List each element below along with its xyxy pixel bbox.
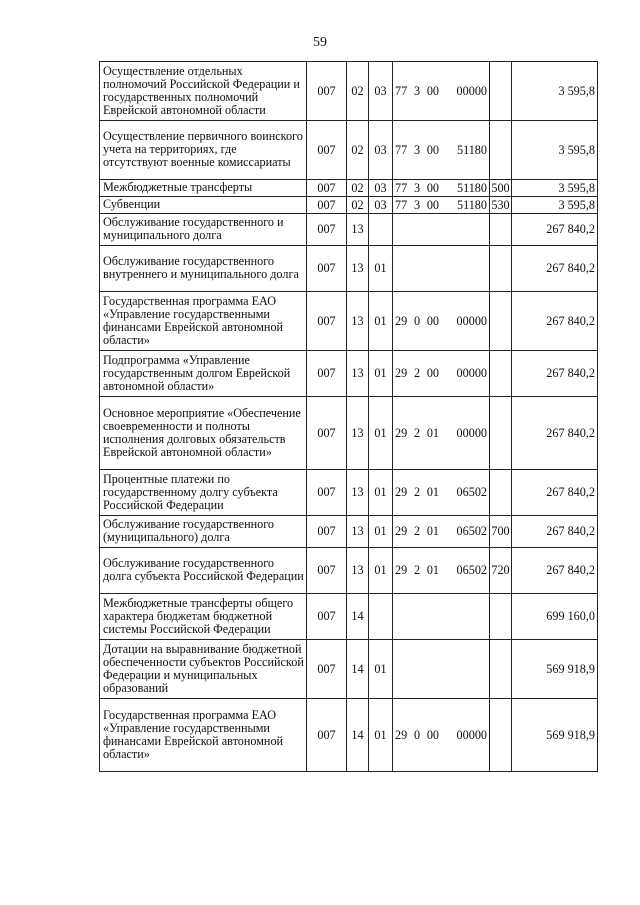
- section-code-cell: 13: [347, 292, 369, 351]
- target-article-cell: [393, 516, 490, 548]
- admin-code-cell: 007: [307, 62, 347, 121]
- amount-cell: 267 840,2: [512, 214, 598, 246]
- amount-cell: 267 840,2: [512, 246, 598, 292]
- subsection-code-cell: 03: [369, 62, 393, 121]
- target-article-direction: 06502: [456, 563, 487, 577]
- page-number: 59: [313, 35, 327, 50]
- admin-code-cell: 007: [307, 246, 347, 292]
- section-code-cell: 02: [347, 62, 369, 121]
- admin-code-cell: 007: [307, 470, 347, 516]
- target-article-direction: 00000: [456, 366, 487, 380]
- target-article-cell: [393, 180, 490, 197]
- target-article-direction: 06502: [456, 485, 487, 499]
- amount-cell: 267 840,2: [512, 470, 598, 516]
- target-article-cell: [393, 246, 490, 292]
- target-article-part: 29: [395, 563, 408, 577]
- target-article-part: 29: [395, 366, 408, 380]
- target-article-cell: [393, 214, 490, 246]
- target-article-part: 00: [426, 83, 439, 98]
- amount-cell: 569 918,9: [512, 640, 598, 699]
- target-article-direction: 00000: [456, 83, 487, 98]
- subsection-code-cell: 01: [369, 292, 393, 351]
- target-article-direction: 51180: [456, 180, 487, 195]
- expense-type-cell: [490, 62, 512, 121]
- admin-code-cell: 007: [307, 594, 347, 640]
- section-code-cell: 02: [347, 180, 369, 197]
- target-article-cell: [393, 699, 490, 772]
- target-article-part: 00: [426, 366, 439, 380]
- target-article-part: 00: [426, 313, 439, 328]
- table-row: [100, 214, 598, 246]
- table-row: [100, 62, 598, 121]
- expense-type-cell: [490, 246, 512, 292]
- target-article-part: 2: [413, 563, 421, 577]
- target-article-part: 01: [426, 485, 439, 499]
- target-article-part: 3: [413, 142, 421, 157]
- table-row: [100, 351, 598, 397]
- row-name-cell: Субвенции: [100, 197, 307, 214]
- table-row: [100, 548, 598, 594]
- amount-cell: 267 840,2: [512, 351, 598, 397]
- amount-cell: 3 595,8: [512, 121, 598, 180]
- target-article-direction: 00000: [456, 425, 487, 440]
- table-row: [100, 121, 598, 180]
- expense-type-cell: [490, 470, 512, 516]
- subsection-code-cell: 01: [369, 397, 393, 470]
- admin-code-cell: 007: [307, 640, 347, 699]
- target-article-part: 2: [413, 485, 421, 499]
- subsection-code-cell: 03: [369, 180, 393, 197]
- table-row: [100, 292, 598, 351]
- admin-code-cell: 007: [307, 699, 347, 772]
- row-name-cell: Межбюджетные трансферты: [100, 180, 307, 197]
- expense-type-cell: 720: [490, 548, 512, 594]
- row-name-cell: Процентные платежи по государственному долгу субъекта Российской Федерации: [100, 470, 307, 516]
- table-row: [100, 397, 598, 470]
- subsection-code-cell: 01: [369, 351, 393, 397]
- target-article-part: 01: [426, 524, 439, 538]
- expense-type-cell: 500: [491, 180, 510, 195]
- amount-cell: 3 595,8: [512, 197, 598, 214]
- target-article-part: 01: [426, 563, 439, 577]
- target-article-part: 77: [395, 197, 408, 212]
- subsection-code-cell: 01: [369, 640, 393, 699]
- expense-type-cell: [490, 397, 512, 470]
- expense-type-cell: [490, 292, 512, 351]
- subsection-code-cell: [369, 214, 393, 246]
- target-article-part: 29: [395, 313, 408, 328]
- subsection-code-cell: 03: [369, 197, 393, 214]
- expense-type-cell: [490, 699, 512, 772]
- target-article-cell: [393, 197, 490, 214]
- amount-cell: 3 595,8: [512, 180, 598, 197]
- target-article-part: 29: [395, 727, 408, 742]
- section-code-cell: 02: [347, 197, 369, 214]
- section-code-cell: 13: [347, 246, 369, 292]
- target-article-direction: 00000: [456, 313, 487, 328]
- admin-code-cell: 007: [307, 397, 347, 470]
- target-article-cell: [393, 292, 490, 351]
- target-article-cell: [393, 351, 490, 397]
- target-article-part: 3: [413, 83, 421, 98]
- row-name-cell: Межбюджетные трансферты общего характера бюджетам бюджетной системы Российской Федерации: [100, 594, 307, 640]
- target-article-part: 29: [395, 524, 408, 538]
- table-row: [100, 197, 598, 214]
- row-name-cell: Государственная программа ЕАО «Управление государственными финансами Еврейской автономной области»: [100, 699, 307, 772]
- subsection-code-cell: 01: [369, 516, 393, 548]
- admin-code-cell: 007: [307, 197, 347, 214]
- target-article-part: 0: [413, 313, 421, 328]
- budget-table: [99, 61, 598, 772]
- target-article-part: 2: [413, 425, 421, 440]
- target-article-direction: 51180: [456, 197, 487, 212]
- target-article-direction: 51180: [456, 142, 487, 157]
- admin-code-cell: 007: [307, 121, 347, 180]
- section-code-cell: 13: [347, 548, 369, 594]
- amount-cell: 267 840,2: [512, 292, 598, 351]
- subsection-code-cell: 01: [369, 246, 393, 292]
- target-article-part: 3: [413, 197, 421, 212]
- expense-type-cell: [490, 351, 512, 397]
- target-article-cell: [393, 397, 490, 470]
- target-article-part: 01: [426, 425, 439, 440]
- amount-cell: 267 840,2: [512, 548, 598, 594]
- table-row: [100, 470, 598, 516]
- target-article-part: 77: [395, 142, 408, 157]
- admin-code-cell: 007: [307, 516, 347, 548]
- subsection-code-cell: 01: [369, 548, 393, 594]
- row-name-cell: Осуществление отдельных полномочий Российской Федерации и государственных полномочий Еврейской автономной области: [100, 62, 307, 121]
- table-body: [100, 62, 598, 772]
- section-code-cell: 13: [347, 351, 369, 397]
- target-article-cell: [393, 548, 490, 594]
- subsection-code-cell: 01: [369, 699, 393, 772]
- target-article-part: 00: [426, 180, 439, 195]
- target-article-part: 77: [395, 180, 408, 195]
- row-name-cell: Обслуживание государственного долга субъекта Российской Федерации: [100, 548, 307, 594]
- target-article-cell: [393, 470, 490, 516]
- expense-type-cell: [490, 640, 512, 699]
- expense-type-cell: [490, 121, 512, 180]
- section-code-cell: 14: [347, 640, 369, 699]
- target-article-cell: [393, 62, 490, 121]
- row-name-cell: Обслуживание государственного и муниципального долга: [100, 214, 307, 246]
- row-name-cell: Государственная программа ЕАО «Управление государственными финансами Еврейской автономной области»: [100, 292, 307, 351]
- expense-type-cell: 530: [491, 197, 510, 212]
- table-row: [100, 180, 598, 197]
- admin-code-cell: 007: [307, 548, 347, 594]
- subsection-code-cell: 03: [369, 121, 393, 180]
- expense-type-cell: 700: [490, 516, 512, 548]
- target-article-part: 3: [413, 180, 421, 195]
- section-code-cell: 14: [347, 594, 369, 640]
- table-row: [100, 516, 598, 548]
- section-code-cell: 13: [347, 397, 369, 470]
- admin-code-cell: 007: [307, 214, 347, 246]
- admin-code-cell: 007: [307, 180, 347, 197]
- target-article-part: 00: [426, 197, 439, 212]
- row-name-cell: Основное мероприятие «Обеспечение своевременности и полноты исполнения долговых обязательств Еврейской автономной области»: [100, 397, 307, 470]
- target-article-part: 00: [426, 727, 439, 742]
- amount-cell: 569 918,9: [512, 699, 598, 772]
- target-article-part: 2: [413, 524, 421, 538]
- amount-cell: 3 595,8: [512, 62, 598, 121]
- section-code-cell: 13: [347, 470, 369, 516]
- target-article-direction: 06502: [456, 524, 487, 538]
- target-article-part: 77: [395, 83, 408, 98]
- subsection-code-cell: 01: [369, 470, 393, 516]
- target-article-part: 00: [426, 142, 439, 157]
- row-name-cell: Подпрограмма «Управление государственным долгом Еврейской автономной области»: [100, 351, 307, 397]
- target-article-part: 29: [395, 485, 408, 499]
- row-name-cell: Обслуживание государственного внутреннего и муниципального долга: [100, 246, 307, 292]
- table-row: [100, 640, 598, 699]
- amount-cell: 267 840,2: [512, 397, 598, 470]
- row-name-cell: Осуществление первичного воинского учета на территориях, где отсутствуют военные комиссариаты: [100, 121, 307, 180]
- target-article-cell: [393, 121, 490, 180]
- expense-type-cell: [490, 594, 512, 640]
- target-article-part: 0: [413, 727, 421, 742]
- expense-type-cell: [490, 214, 512, 246]
- target-article-part: 2: [413, 366, 421, 380]
- section-code-cell: 13: [347, 214, 369, 246]
- target-article-cell: [393, 640, 490, 699]
- target-article-direction: 00000: [456, 727, 487, 742]
- section-code-cell: 14: [347, 699, 369, 772]
- target-article-part: 29: [395, 425, 408, 440]
- table-row: [100, 594, 598, 640]
- section-code-cell: 13: [347, 516, 369, 548]
- table-row: [100, 246, 598, 292]
- row-name-cell: Дотации на выравнивание бюджетной обеспеченности субъектов Российской Федерации и муниципальных образований: [100, 640, 307, 699]
- table-row: [100, 699, 598, 772]
- section-code-cell: 02: [347, 121, 369, 180]
- admin-code-cell: 007: [307, 351, 347, 397]
- subsection-code-cell: [369, 594, 393, 640]
- admin-code-cell: 007: [307, 292, 347, 351]
- row-name-cell: Обслуживание государственного (муниципального) долга: [100, 516, 307, 548]
- amount-cell: 267 840,2: [512, 516, 598, 548]
- amount-cell: 699 160,0: [512, 594, 598, 640]
- target-article-cell: [393, 594, 490, 640]
